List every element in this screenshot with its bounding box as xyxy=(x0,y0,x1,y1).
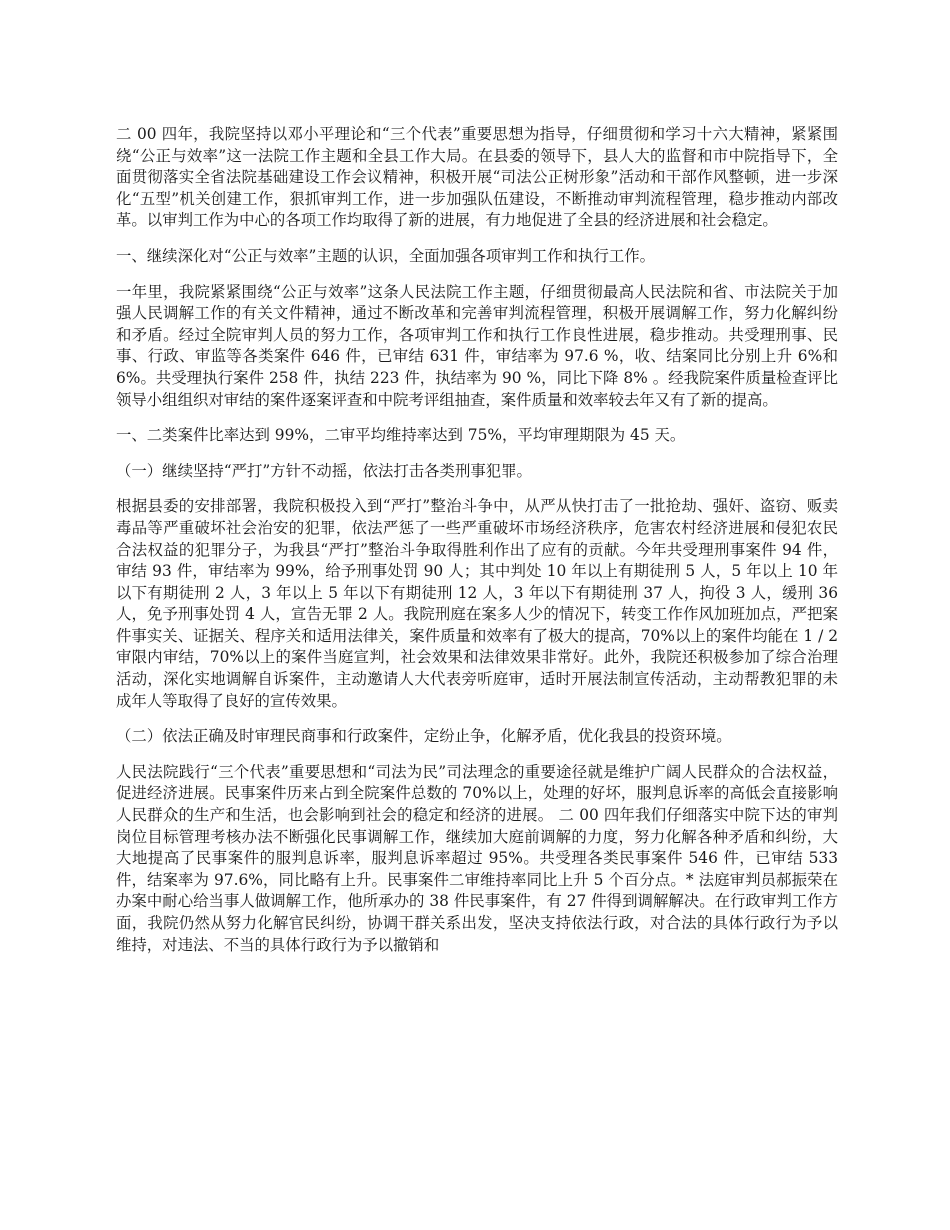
subsection-heading-2: （二）依法正确及时审理民商事和行政案件，定纷止争，化解矛盾，优化我县的投资环境。 xyxy=(116,727,732,746)
section-heading-1: 一、继续深化对“公正与效率”主题的认识，全面加强各项审判工作和执行工作。 xyxy=(116,246,656,265)
work-summary-paragraph: 一年里，我院紧紧围绕“公正与效率”这条人民法院工作主题，仔细贯彻最高人民法院和省、市法院关于加强人民调解工作的有关文件精神，通过不断改革和完善审判流程管理，积极开展调解工作，努力化解纠纷和矛盾。经过全院审判人员的努力工作，各项审判工作和执行工作良性进展，稳步推动。共受理刑事、民事、行政、审监等各类案件 646 件，已审结 631 件，审结率为 97.6 %，收、结案同比分别上升 6%和 6%。共受理执行案件 258 件，执结 223 件，执结率为 90 %，同比下降 8% 。经我院案件质量检查评比领导小组组织对审结的案件逐案评查和中院考评组抽查，案件质量和效率较去年又有了新的提高。 xyxy=(116,282,838,409)
statistics-paragraph: 一、二类案件比率达到 99%，二审平均维持率达到 75%，平均审理期限为 45 天。 xyxy=(116,426,686,445)
subsection-heading-1: （一）继续坚持“严打”方针不动摇，依法打击各类刑事犯罪。 xyxy=(116,461,532,480)
criminal-cases-paragraph: 根据县委的安排部署，我院积极投入到“严打”整治斗争中，从严从快打击了一批抢劫、强奸、盗窃、贩卖毒品等严重破坏社会治安的犯罪，依法严惩了一些严重破坏市场经济秩序，危害农村经济进展和侵犯农民合法权益的犯罪分子，为我县“严打”整治斗争取得胜利作出了应有的贡献。今年共受理刑事案件 94 件，审结 93 件，审结率为 99%，给予刑事处罚 90 人；其中判处 10 年以上有期徒刑 5 人，5 年以上 10 年以下有期徒刑 2 人，3 年以上 5 年以下有期徒刑 12 人，3 年以下有期徒刑 37 人，拘役 3 人，缓刑 36 人，免予刑事处罚 4 人，宣告无罪 2 人。我院刑庭在案多人少的情况下，转变工作作风加班加点，严把案件事实关、证据关、程序关和适用法律关，案件质量和效率有了极大的提高，70%以上的案件均能在 1 / 2 审限内审结，70%以上的案件当庭宣判，社会效果和法律效果非常好。此外，我院还积极参加了综合治理活动，深化实地调解自诉案件，主动邀请人大代表旁听庭审，适时开展法制宣传活动，主动帮教犯罪的未成年人等取得了良好的宣传效果。 xyxy=(116,497,838,710)
civil-cases-paragraph: 人民法院践行“三个代表”重要思想和“司法为民”司法理念的重要途径就是维护广阔人民群众的合法权益，促进经济进展。民事案件历来占到全院案件总数的 70%以上，处理的好坏，服判息诉率的高低会直接影响人民群众的生产和生活，也会影响到社会的稳定和经济的进展。 二 00 四年我们仔细落实中院下达的审判岗位目标管理考核办法不断强化民事调解工作，继续加大庭前调解的力度，努力化解各种矛盾和纠纷，大大地提高了民事案件的服判息诉率，服判息诉率超过 95%。共受理各类民事案件 546 件，已审结 533 件，结案率为 97.6%，同比略有上升。民事案件二审维持率同比上升 5 个百分点。* 法庭审判员郝振荣在办案中耐心给当事人做调解工作，他所承办的 38 件民事案件，有 27 件得到调解解决。在行政审判工作方面，我院仍然从努力化解官民纠纷，协调干群关系出发，坚决支持依法行政，对合法的具体行政行为予以维持，对违法、不当的具体行政行为予以撤销和 xyxy=(116,762,838,954)
document-page xyxy=(116,124,838,970)
intro-paragraph: 二 00 四年，我院坚持以邓小平理论和“三个代表”重要思想为指导，仔细贯彻和学习十六大精神，紧紧围绕“公正与效率”这一法院工作主题和全县工作大局。在县委的领导下，县人大的监督和市中院指导下，全面贯彻落实全省法院基础建设工作会议精神，积极开展“司法公正树形象”活动和干部作风整顿，进一步深化“五型”机关创建工作，狠抓审判工作，进一步加强队伍建设，不断推动审判流程管理，稳步推动内部改革。以审判工作为中心的各项工作均取得了新的进展，有力地促进了全县的经济进展和社会稳定。 xyxy=(116,125,838,230)
